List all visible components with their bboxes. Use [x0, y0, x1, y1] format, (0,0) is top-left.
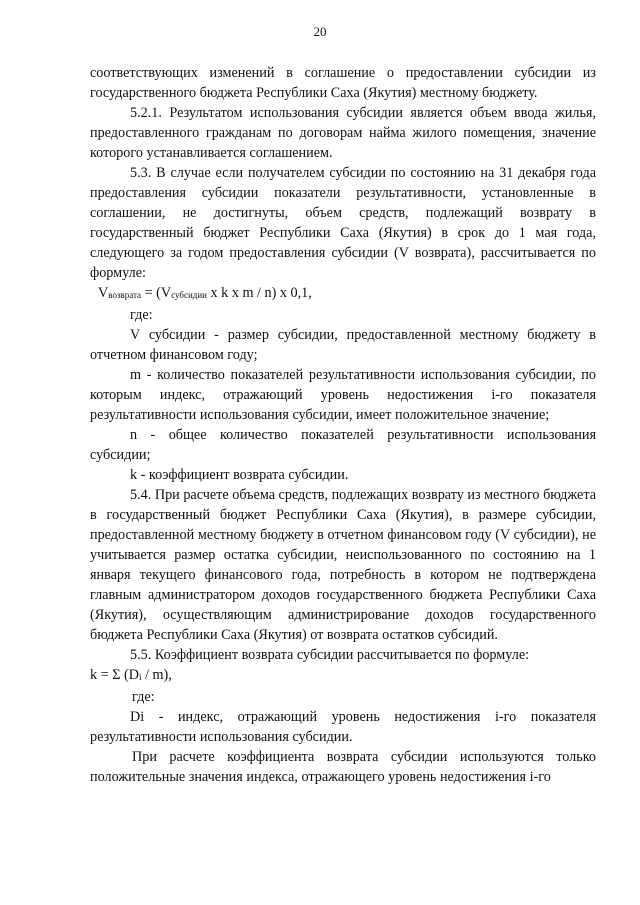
formula-k-left: k = Σ (D	[90, 667, 139, 683]
formula-k-right: / m),	[141, 667, 172, 683]
formula-rest: x k x m / n) x 0,1,	[206, 285, 312, 301]
where-label-2: где:	[132, 689, 155, 705]
paragraph-5-3: 5.3. В случае если получателем субсидии по состоянию на 31 декабря года предоставления субсидии показатели результативности, установленные в соглашении, не достигнуты, объем средств, подлежащий возврату в государственный бюджет Республики Саха (Якутия) в срок до 1 мая года, следующего за годом предоставления субсидии (V возврата), рассчитывается по формуле:	[90, 165, 596, 281]
formula-k	[90, 665, 596, 687]
formula-sub-return: возврата	[108, 290, 142, 300]
definition-di: Di - индекс, отражающий уровень недостижения i-го показателя результативности использования субсидии.	[90, 709, 596, 745]
paragraph-continuation: соответствующих изменений в соглашение о предоставлении субсидии из государственного бюджета Республики Саха (Якутия) местному бюджету.	[90, 65, 596, 101]
formula-k-sub: i	[138, 672, 142, 682]
paragraph-5-2-1: 5.2.1. Результатом использования субсидии является объем ввода жилья, предоставленного гражданам по договорам найма жилого помещения, значение которого устанавливается соглашением.	[90, 105, 596, 161]
definition-k: k - коэффициент возврата субсидии.	[130, 467, 349, 483]
definition-v-subsidy: V субсидии - размер субсидии, предоставленной местному бюджету в отчетном финансовом году;	[90, 327, 596, 363]
where-label-1: где:	[130, 307, 153, 323]
definition-n: n - общее количество показателей результативности использования субсидии;	[90, 427, 596, 463]
formula-v-return	[90, 283, 596, 305]
definition-m: m - количество показателей результативности использования субсидии, по которым индекс, отражающий уровень недостижения i-го показателя результативности использования субсидии, имеет положительное значение;	[90, 367, 596, 423]
page-number: 20	[313, 24, 327, 39]
paragraph-5-5: 5.5. Коэффициент возврата субсидии рассчитывается по формуле:	[130, 647, 530, 663]
formula-mid: = (V	[141, 285, 172, 301]
document-body	[90, 63, 596, 787]
formula-v: V	[98, 285, 109, 301]
paragraph-5-4: 5.4. При расчете объема средств, подлежащих возврату из местного бюджета в государственный бюджет Республики Саха (Якутия), в размере субсидии, предоставленной местному бюджету в отчетном финансовом году (V субсидии), не учитывается размер остатка субсидии, неиспользованного по состоянию на 1 января текущего финансового года, потребность в котором не подтверждена главным администратором доходов государственного бюджета Республики Саха (Якутия), осуществляющим администрирование доходов государственного бюджета Республики Саха (Якутия) от возврата остатков субсидий.	[90, 487, 596, 643]
paragraph-coefficient-note: При расчете коэффициента возврата субсидии используются только положительные значения индекса, отражающего уровень недостижения i-го	[90, 749, 596, 785]
formula-sub-subsidy: субсидии	[171, 290, 207, 300]
